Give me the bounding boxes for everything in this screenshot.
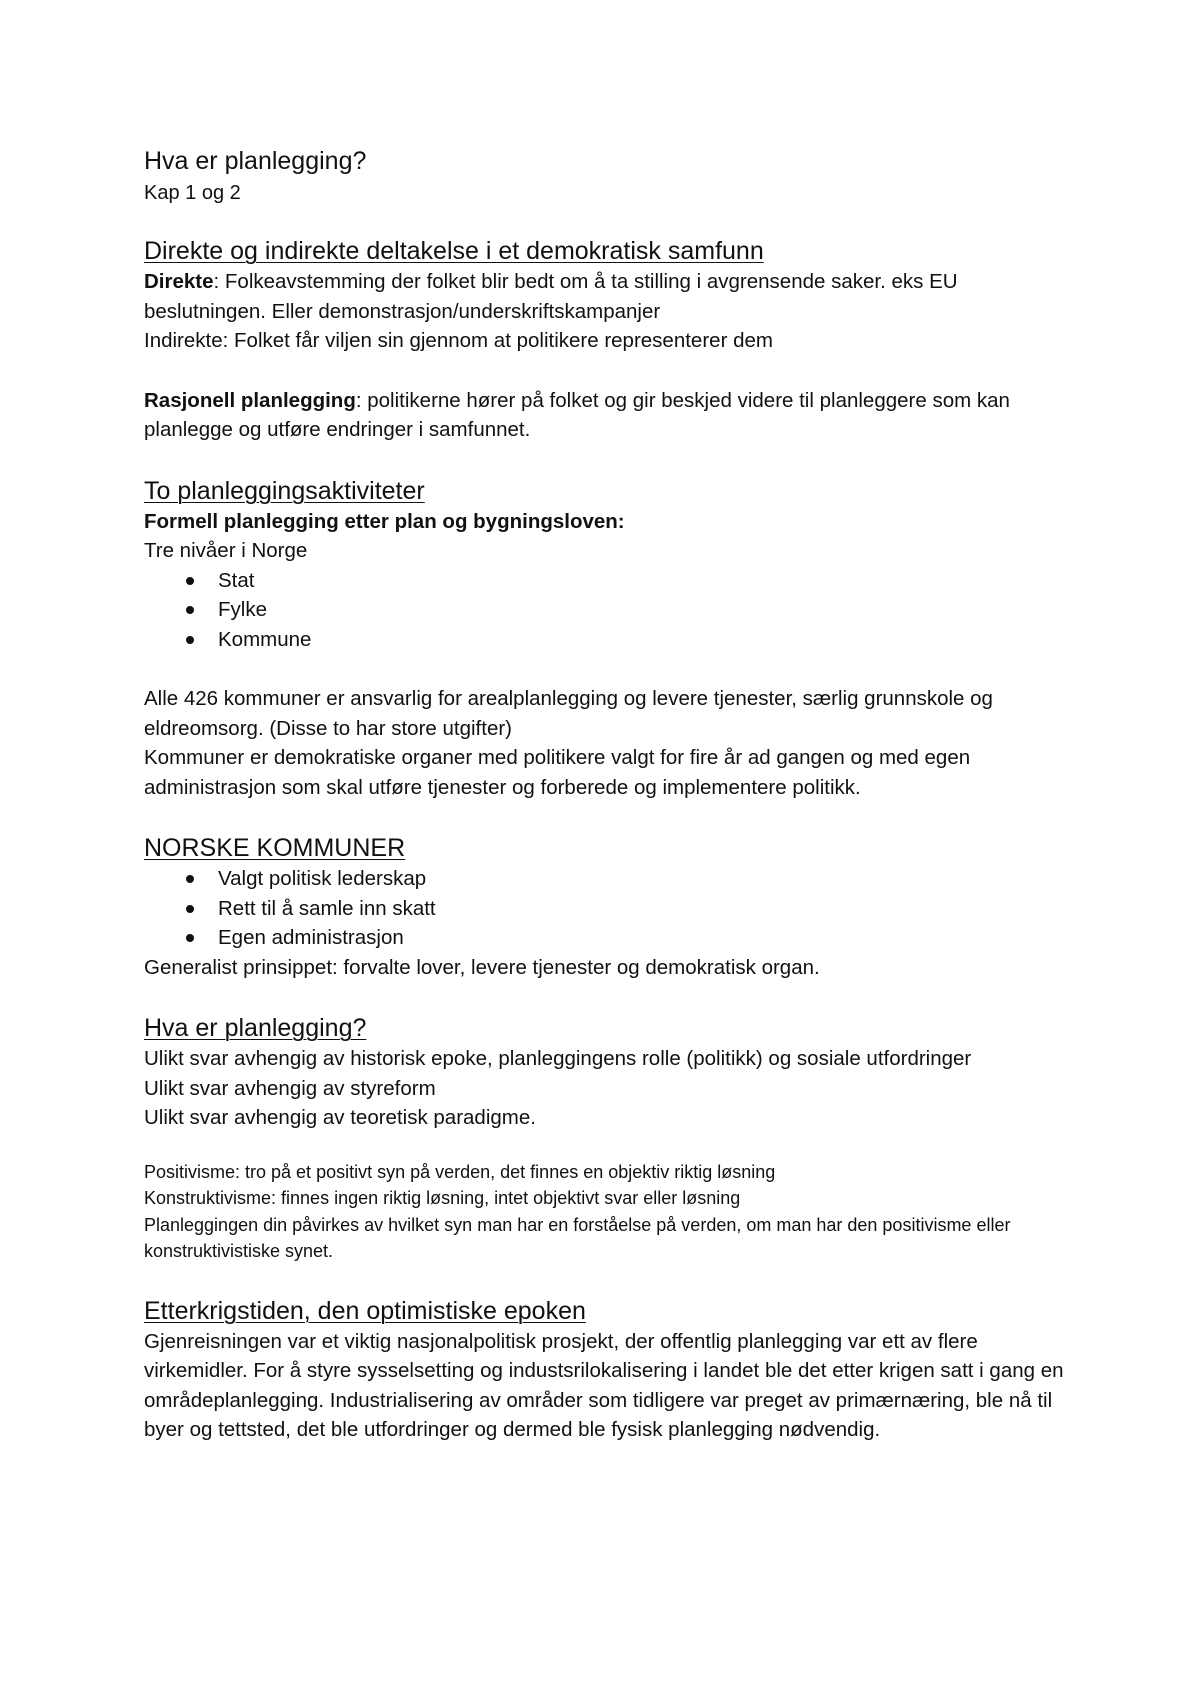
document-title: Hva er planlegging? — [144, 147, 367, 175]
generalist-paragraph: Generalist prinsippet: forvalte lover, levere tjenester og demokratisk organ. — [144, 955, 820, 979]
list-item: Stat — [186, 566, 1074, 596]
konstruktivisme-line: Konstruktivisme: finnes ingen riktig løsning, intet objektivt svar eller løsning — [144, 1188, 741, 1208]
formell-label-text: Formell planlegging etter plan og bygningsloven: — [144, 509, 625, 533]
list-item: Fylke — [186, 595, 1074, 625]
svar-line-2: Ulikt svar avhengig av styreform — [144, 1076, 436, 1100]
positivisme-line: Positivisme: tro på et positivt syn på verden, det finnes en objektiv riktig løsning — [144, 1161, 776, 1182]
section-heading-deltakelse: Direkte og indirekte deltakelse i et demokratisk samfunn — [144, 237, 764, 265]
document-subtitle: Kap 1 og 2 — [144, 182, 241, 204]
direkte-label: Direkte — [144, 270, 214, 293]
formell-label — [144, 507, 1074, 537]
section-heading-norske-kommuner: NORSKE KOMMUNER — [144, 834, 406, 862]
list-item: Rett til å samle inn skatt — [186, 894, 1074, 924]
section-heading-planleggingsaktiviteter: To planleggingsaktiviteter — [144, 476, 425, 505]
direkte-paragraph — [144, 267, 1074, 326]
direkte-text: : Folkeavstemming der folket blir bedt om å ta stilling i avgrensende saker. eks EU beslutningen. Eller demonstrasjon/underskriftskampanjer — [144, 270, 958, 323]
list-item: Kommune — [186, 625, 1074, 655]
section-heading-etterkrigstiden: Etterkrigstiden, den optimistiske epoken — [144, 1296, 586, 1325]
kommuner-paragraph-2: Kommuner er demokratiske organer med politikere valgt for fire år ad gangen og med egen administrasjon som skal utføre tjenester og forberede og implementere politikk. — [144, 746, 971, 799]
tre-nivaer-text: Tre nivåer i Norge — [144, 539, 308, 562]
svar-line-1: Ulikt svar avhengig av historisk epoke, planleggingens rolle (politikk) og sosiale utfordringer — [144, 1047, 972, 1070]
section-heading-hva-er-planlegging: Hva er planlegging? — [144, 1014, 367, 1042]
kommuner-list — [144, 864, 1074, 953]
rasjonell-label: Rasjonell planlegging — [144, 388, 356, 412]
rasjonell-paragraph — [144, 386, 1074, 445]
svar-line-3: Ulikt svar avhengig av teoretisk paradigme. — [144, 1106, 536, 1129]
etterkrigstiden-paragraph: Gjenreisningen var et viktig nasjonalpolitisk prosjekt, der offentlig planlegging var ett av flere virkemidler. For å styre sysselsetting og industsrilokalisering i landet ble det etter krigen satt i gang en områdeplanlegging. Industrialisering av områder som tidligere var preget av primærnæring, ble nå til byer og tettsted, det ble utfordringer og dermed ble fysisk planlegging nødvendig. — [144, 1329, 1064, 1441]
planleggingen-paragraph: Planleggingen din påvirkes av hvilket syn man har en forståelse på verden, om man har den positivisme eller konstruktivistiske synet. — [144, 1214, 1011, 1261]
list-item: Valgt politisk lederskap — [186, 864, 1074, 894]
list-item: Egen administrasjon — [186, 923, 1074, 953]
rasjonell-text: : politikerne hører på folket og gir beskjed videre til planleggere som kan planlegge og utføre endringer i samfunnet. — [144, 388, 1010, 441]
document-page — [144, 144, 1074, 1445]
levels-list — [144, 566, 1074, 655]
indirekte-paragraph: Indirekte: Folket får viljen sin gjennom at politikere representerer dem — [144, 329, 773, 352]
kommuner-paragraph-1: Alle 426 kommuner er ansvarlig for arealplanlegging og levere tjenester, særlig grunnskole og eldreomsorg. (Disse to har store utgifter) — [144, 687, 993, 740]
